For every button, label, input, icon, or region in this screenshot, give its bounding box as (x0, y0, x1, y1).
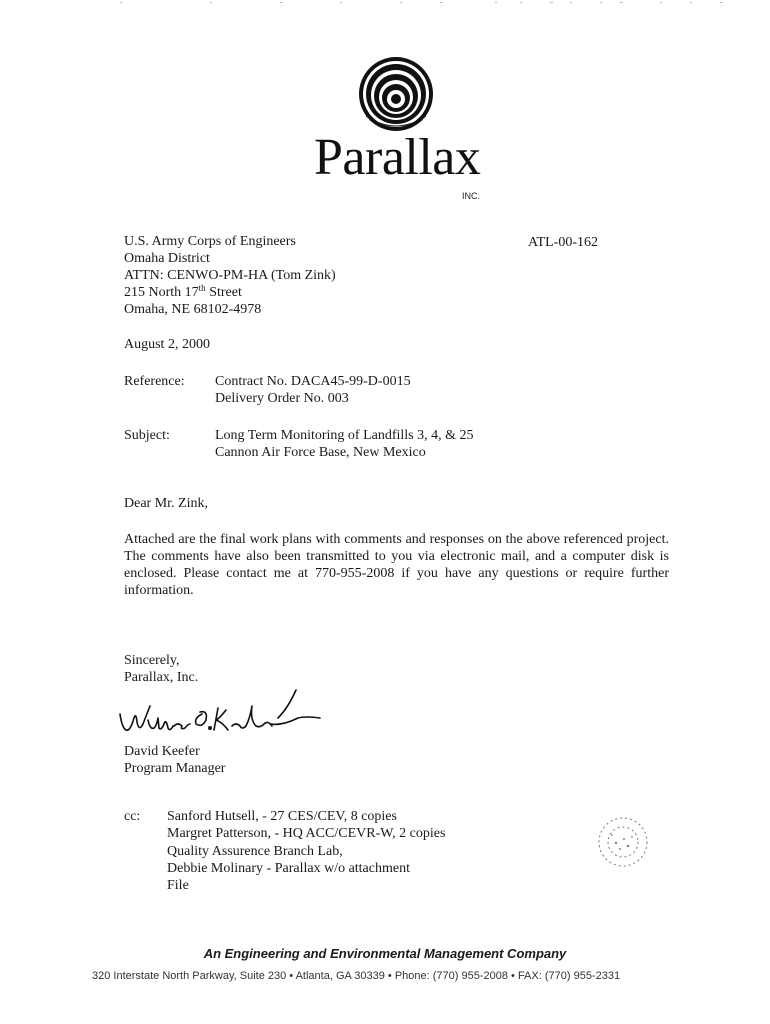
cc-recipient: File (167, 878, 189, 894)
recipient-address (124, 233, 336, 318)
cc-recipient: Margret Patterson, - HQ ACC/CEVR-W, 2 copies (167, 826, 446, 842)
subject-line: Cannon Air Force Base, New Mexico (215, 445, 426, 460)
parallax-logo-icon (356, 54, 436, 134)
footer-contact-address: 320 Interstate North Parkway, Suite 230 • Atlanta, GA 30339 • Phone: (770) 955-2008 • FAX: (770) 955-2331 (92, 970, 621, 982)
reference-label: Reference: (124, 374, 185, 389)
salutation: Dear Mr. Zink, (124, 496, 208, 511)
letter-body: Attached are the final work plans with comments and responses on the above referenced project. The comments have also been transmitted to you via electronic mail, and a computer disk is enclosed. Please contact me at 770-955-2008 if you have any questions or require further information. (124, 532, 669, 598)
cc-recipient: Sanford Hutsell, - 27 CES/CEV, 8 copies (167, 809, 397, 824)
cc-recipient: Debbie Molinary - Parallax w/o attachment (167, 860, 410, 876)
closing-company: Parallax, Inc. (124, 670, 199, 685)
scan-artifact-top (100, 0, 740, 6)
reference-line: Delivery Order No. 003 (215, 391, 349, 406)
cc-recipient: Quality Assurence Branch Lab, (167, 843, 343, 859)
reference-line: Contract No. DACA45-99-D-0015 (215, 374, 411, 389)
recipient-line: U.S. Army Corps of Engineers (124, 234, 296, 249)
signer-title: Program Manager (124, 761, 226, 776)
recipient-line: ATTN: CENWO-PM-HA (Tom Zink) (124, 268, 336, 283)
recipient-line: Omaha District (124, 251, 210, 266)
subject-line: Long Term Monitoring of Landfills 3, 4, & 25 (215, 428, 474, 443)
handwritten-signature (110, 688, 330, 740)
footer-tagline: An Engineering and Environmental Management Company (203, 946, 567, 961)
recipient-line: Omaha, NE 68102-4978 (124, 302, 262, 317)
cc-label: cc: (124, 809, 141, 824)
letter-date: August 2, 2000 (124, 337, 210, 352)
document-number: ATL-00-162 (528, 235, 598, 250)
valediction: Sincerely, (124, 653, 180, 668)
embossed-seal-icon (594, 813, 652, 871)
subject-label: Subject: (124, 428, 170, 443)
company-logo-suffix: INC. (462, 191, 480, 201)
company-logo-wordmark: Parallax (314, 129, 481, 186)
recipient-street: 215 North 17th Street (124, 283, 242, 300)
cc-recipient-list (167, 808, 445, 894)
signer-name: David Keefer (124, 744, 200, 759)
